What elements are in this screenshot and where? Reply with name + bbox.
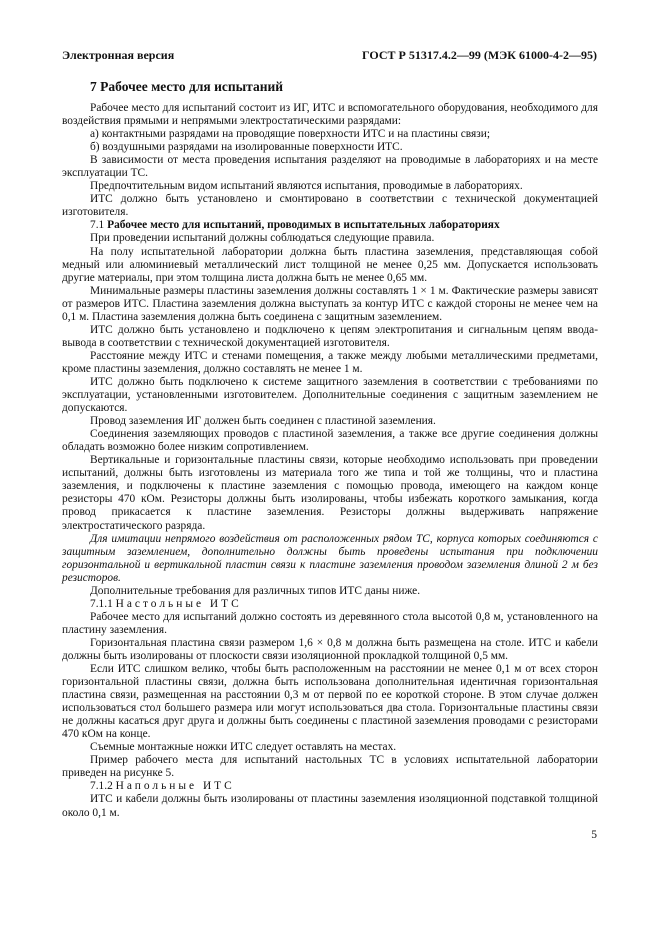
subsection-title: Напольные ИТС — [115, 780, 235, 793]
header-standard-code: ГОСТ Р 51317.4.2—99 (МЭК 61000-4-2—95) — [362, 48, 597, 62]
paragraph-italic: Для имитации непрямого воздействия от расположенных рядом ТС, корпуса которых соединяются с защитным заземлением, дополнительно должны быть проведены испытания при подключении горизонтальной и вертикальной пластин связи к пластине заземления проводом заземления длиной 2 м без резисторов. — [62, 532, 598, 584]
subsection-heading — [62, 780, 598, 793]
paragraph: Провод заземления ИГ должен быть соединен с пластиной заземления. — [90, 415, 436, 428]
subsection-title: Настольные ИТС — [115, 597, 242, 610]
subsection-number: 7.1 — [90, 219, 105, 232]
paragraph: Рабочее место для испытаний состоит из ИГ, ИТС и вспомогательного оборудования, необходимого для воздействия прямыми и непрямыми электростатическими разрядами: — [62, 102, 598, 128]
paragraph: Съемные монтажные ножки ИТС следует оставлять на местах. — [90, 741, 397, 754]
subsection-number: 7.1.2 — [90, 780, 113, 793]
subsection-heading — [62, 598, 598, 611]
paragraph: Дополнительные требования для различных типов ИТС даны ниже. — [90, 584, 421, 597]
paragraph: Соединения заземляющих проводов с пластиной заземления, а также все другие соединения должны обладать возможно более низким сопротивлением. — [62, 428, 598, 454]
section-title: 7 Рабочее место для испытаний — [90, 79, 284, 94]
paragraph: ИТС должно быть установлено и подключено к цепям электропитания и сигнальным цепям ввода-вывода в соответствии с технической документацией изготовителя. — [62, 323, 598, 349]
list-item: а) контактными разрядами на проводящие поверхности ИТС и на пластины связи; — [90, 128, 491, 141]
header-left: Электронная версия — [62, 48, 175, 62]
paragraph: Расстояние между ИТС и стенами помещения, а также между любыми металлическими предметами, кроме пластины заземления, должно составлять не менее 1 м. — [62, 349, 598, 375]
paragraph: Рабочее место для испытаний должно состоять из деревянного стола высотой 0,8 м, установленного на пластину заземления. — [62, 610, 598, 636]
paragraph: При проведении испытаний должны соблюдаться следующие правила. — [90, 232, 435, 245]
paragraph: Если ИТС слишком велико, чтобы быть расположенным на расстоянии не менее 0,1 м от всех сторон горизонтальной пластины связи, должна быть использована дополнительная идентичная горизонтальная пластина связи, размещенная на расстоянии 0,3 м от первой по ее короткой стороне. В этом случае должен использоваться стол большего размера или могут использоваться два стола. Горизонтальные пластины связи не должны касаться друг друга и должны быть соединены с пластиной заземления проводами с резисторами 470 кОм на конце. — [62, 663, 598, 741]
paragraph: ИТС должно быть установлено и смонтировано в соответствии с технической документацией изготовителя. — [62, 193, 598, 219]
subsection-title: Рабочее место для испытаний, проводимых в испытательных лабораториях — [107, 219, 500, 232]
subsection-heading — [62, 219, 598, 232]
page-number: 5 — [591, 829, 597, 841]
paragraph: ИТС и кабели должны быть изолированы от пластины заземления изоляционной подставкой толщиной около 0,1 м. — [62, 793, 598, 819]
paragraph: На полу испытательной лаборатории должна быть пластина заземления, представляющая собой медный или алюминиевый металлический лист толщиной не менее 0,25 мм. Допускается использовать другие материалы, при этом толщина листа должна быть не менее 0,65 мм. — [62, 245, 598, 284]
paragraph: Горизонтальная пластина связи размером 1,6 × 0,8 м должна быть размещена на столе. ИТС и кабели должны быть изолированы от плоскости связи изоляционной прокладкой толщиной 0,5 мм. — [62, 636, 598, 662]
paragraph: ИТС должно быть подключено к системе защитного заземления в соответствии с требованиями по эксплуатации, установленными изготовителем. Дополнительные соединения с защитным заземлением не допускаются. — [62, 375, 598, 415]
paragraph: Пример рабочего места для испытаний настольных ТС в условиях испытательной лаборатории приведен на рисунке 5. — [62, 754, 598, 780]
subsection-number: 7.1.1 — [90, 597, 113, 610]
paragraph: В зависимости от места проведения испытания разделяют на проводимые в лабораториях и на месте эксплуатации ТС. — [62, 154, 598, 180]
paragraph: Вертикальные и горизонтальные пластины связи, которые необходимо использовать при проведении испытаний, должны быть изготовлены из материала того же типа и той же толщины, что и пластина заземления, и подключены к пластине заземления с помощью провода, имеющего на каждом конце резисторы 470 кОм. Резисторы должны быть изолированы, чтобы избежать короткого замыкания, когда провод прикасается к пластине заземления. Резисторы должны выдерживать напряжение электростатического разряда. — [62, 454, 598, 532]
paragraph: Предпочтительным видом испытаний являются испытания, проводимые в лабораториях. — [90, 180, 523, 193]
list-item: б) воздушными разрядами на изолированные поверхности ИТС. — [90, 141, 403, 154]
body-text — [62, 102, 598, 820]
paragraph: Минимальные размеры пластины заземления должны составлять 1 × 1 м. Фактические размеры зависят от размеров ИТС. Пластина заземления должна выступать за контур ИТС с каждой стороны не менее чем на 0,1 м. Пластина заземления должна быть соединена с защитным заземлением. — [62, 284, 598, 323]
